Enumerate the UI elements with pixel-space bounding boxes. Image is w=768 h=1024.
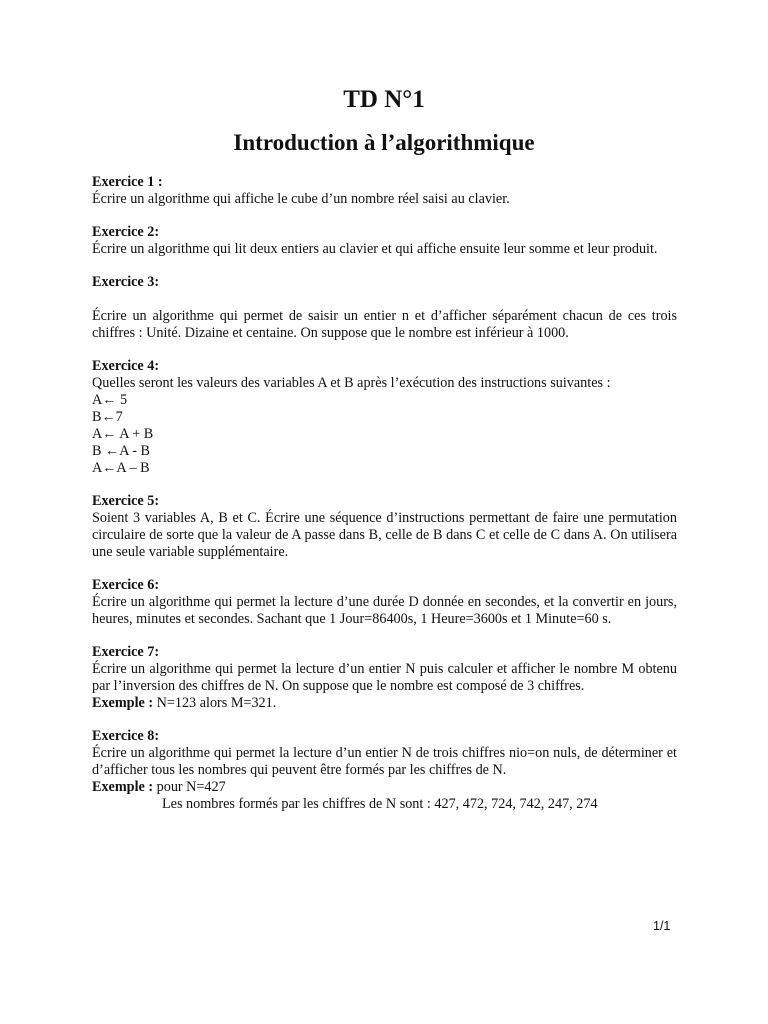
exercise-text: Écrire un algorithme qui permet la lecture d’un entier N de trois chiffres nio=on nuls, de déterminer et d’afficher tous les nombres qui peuvent être formés par les chiffres de N. [92, 745, 677, 778]
exercise-title: Exercice 8: [92, 728, 160, 744]
exercise-text: Écrire un algorithme qui permet la lecture d’une durée D donnée en secondes, et la convertir en jours, heures, minutes et secondes. Sachant que 1 Jour=86400s, 1 Heure=3600s et 1 Minute=60 s. [92, 594, 677, 627]
example-label: Exemple : [92, 779, 154, 795]
exercise-list [92, 174, 677, 829]
instruction-list [92, 392, 677, 477]
exercise-3 [92, 274, 677, 342]
exercise-title: Exercice 6: [92, 577, 160, 593]
exercise-title: Exercice 7: [92, 644, 160, 660]
example-label: Exemple : [92, 695, 154, 711]
exercise-title: Exercice 4: [92, 358, 160, 374]
blank-line [92, 291, 677, 308]
exercise-title: Exercice 3: [92, 274, 160, 290]
exercise-title: Exercice 2: [92, 224, 160, 240]
exercise-2 [92, 224, 677, 258]
instruction-line: A← 5 [92, 392, 128, 408]
exercise-6 [92, 577, 677, 628]
page-number: 1/1 [653, 919, 671, 933]
document-title: TD N°1 [343, 86, 425, 113]
exercise-text: Quelles seront les valeurs des variables A et B après l’exécution des instructions suivantes : [92, 375, 611, 391]
exercise-text: Écrire un algorithme qui affiche le cube d’un nombre réel saisi au clavier. [92, 191, 510, 207]
example-line [92, 695, 677, 712]
exercise-text: Soient 3 variables A, B et C. Écrire une séquence d’instructions permettant de faire une permutation circulaire de sorte que la valeur de A passe dans B, celle de B dans C et celle de C dans A. On utilisera une seule variable supplémentaire. [92, 510, 677, 560]
exercise-7 [92, 644, 677, 712]
instruction-line: B←7 [92, 409, 123, 425]
example-result: Les nombres formés par les chiffres de N sont : 427, 472, 724, 742, 247, 274 [162, 796, 598, 812]
exercise-title: Exercice 5: [92, 493, 160, 509]
exercise-text: Écrire un algorithme qui permet la lecture d’un entier N puis calculer et afficher le nombre M obtenu par l’inversion des chiffres de N. On suppose que le nombre est composé de 3 chiffres. [92, 661, 677, 694]
instruction-line: B ←A - B [92, 443, 150, 459]
exercise-4 [92, 358, 677, 477]
example-line [92, 779, 677, 796]
example-text: pour N=427 [153, 779, 226, 795]
exercise-text: Écrire un algorithme qui lit deux entiers au clavier et qui affiche ensuite leur somme et leur produit. [92, 241, 658, 257]
exercise-5 [92, 493, 677, 561]
exercise-text: Écrire un algorithme qui permet de saisir un entier n et d’afficher séparément chacun de ces trois chiffres : Unité. Dizaine et centaine. On suppose que le nombre est inférieur à 1000. [92, 308, 677, 341]
instruction-line: A←A – B [92, 460, 150, 476]
exercise-8 [92, 728, 677, 813]
document-subtitle: Introduction à l’algorithmique [233, 130, 535, 155]
exercise-1 [92, 174, 677, 208]
instruction-line: A← A + B [92, 426, 154, 442]
exercise-title: Exercice 1 : [92, 174, 163, 190]
example-text: N=123 alors M=321. [153, 695, 277, 711]
